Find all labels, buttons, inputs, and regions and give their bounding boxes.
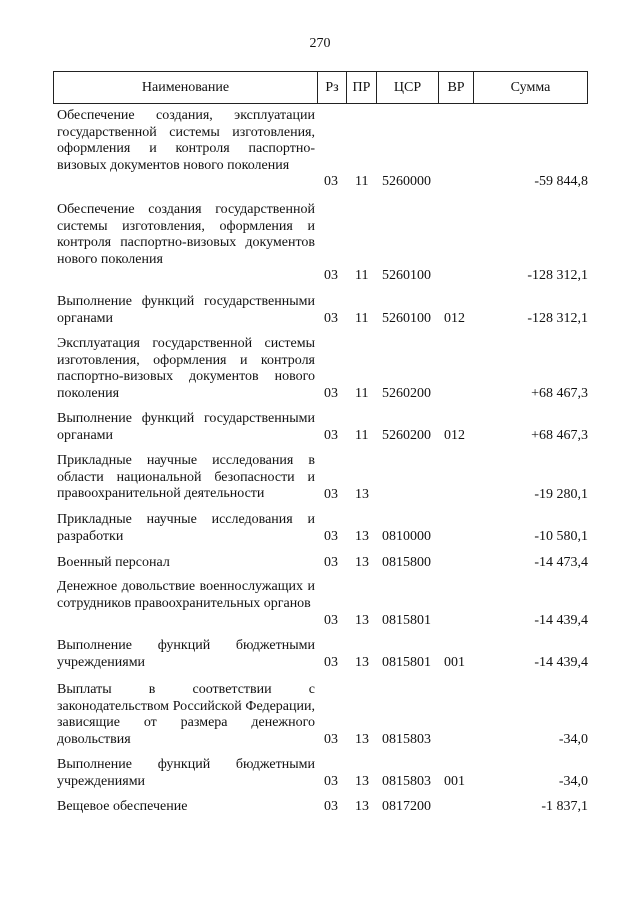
row-sum: -14 439,4 bbox=[534, 613, 588, 628]
row-pr: 11 bbox=[355, 311, 369, 326]
header-name: Наименование bbox=[141, 80, 230, 95]
row-csr: 0815801 bbox=[382, 655, 431, 670]
row-sum: +68 467,3 bbox=[531, 386, 588, 401]
row-csr: 5260200 bbox=[382, 428, 431, 443]
row-sum: -14 473,4 bbox=[534, 555, 588, 570]
row-rz: 03 bbox=[324, 613, 338, 628]
page-number: 270 bbox=[309, 36, 331, 51]
row-csr: 5260100 bbox=[382, 268, 431, 283]
table-header bbox=[53, 71, 588, 104]
row-pr: 11 bbox=[355, 386, 369, 401]
row-rz: 03 bbox=[324, 386, 338, 401]
row-name: Выполнение функций бюджетными учреждениями bbox=[57, 757, 315, 789]
row-vr: 001 bbox=[444, 774, 465, 789]
row-name: Прикладные научные исследования и разработки bbox=[57, 512, 315, 544]
row-sum: -1 837,1 bbox=[541, 799, 588, 814]
row-name: Обеспечение создания, эксплуатации государственной системы изготовления, оформления и контроля паспортно-визовых документов нового поколения bbox=[57, 108, 315, 173]
row-pr: 11 bbox=[355, 428, 369, 443]
row-sum: -59 844,8 bbox=[534, 174, 588, 189]
header-sum: Сумма bbox=[473, 72, 587, 103]
row-csr: 5260000 bbox=[382, 174, 431, 189]
row-pr: 13 bbox=[355, 732, 369, 747]
row-pr: 13 bbox=[355, 555, 369, 570]
row-csr: 0815800 bbox=[382, 555, 431, 570]
row-name: Выполнение функций государственными органами bbox=[57, 411, 315, 443]
row-name: Выплаты в соответствии с законодательством Российской Федерации, зависящие от размера денежного довольствия bbox=[57, 682, 315, 747]
row-name: Выполнение функций бюджетными учреждениями bbox=[57, 638, 315, 670]
row-pr: 13 bbox=[355, 799, 369, 814]
row-name: Выполнение функций государственными органами bbox=[57, 294, 315, 326]
row-name: Вещевое обеспечение bbox=[57, 799, 188, 814]
row-name: Военный персонал bbox=[57, 555, 170, 570]
row-csr: 0810000 bbox=[382, 529, 431, 544]
row-vr: 001 bbox=[444, 655, 465, 670]
row-rz: 03 bbox=[324, 268, 338, 283]
row-rz: 03 bbox=[324, 555, 338, 570]
row-pr: 13 bbox=[355, 613, 369, 628]
row-rz: 03 bbox=[324, 774, 338, 789]
row-csr: 0815803 bbox=[382, 732, 431, 747]
row-name: Эксплуатация государственной системы изготовления, оформления и контроля паспортно-визовых документов нового поколения bbox=[57, 336, 315, 401]
row-csr: 5260100 bbox=[382, 311, 431, 326]
row-rz: 03 bbox=[324, 428, 338, 443]
header-pr: ПР bbox=[346, 72, 376, 103]
row-pr: 11 bbox=[355, 268, 369, 283]
row-rz: 03 bbox=[324, 732, 338, 747]
row-sum: -34,0 bbox=[558, 732, 588, 747]
row-name: Денежное довольствие военнослужащих и сотрудников правоохранительных органов bbox=[57, 579, 315, 611]
row-sum: -34,0 bbox=[558, 774, 588, 789]
row-vr: 012 bbox=[444, 428, 465, 443]
row-rz: 03 bbox=[324, 487, 338, 502]
row-sum: -128 312,1 bbox=[527, 311, 588, 326]
header-csr: ЦСР bbox=[376, 72, 438, 103]
row-rz: 03 bbox=[324, 799, 338, 814]
row-csr: 5260200 bbox=[382, 386, 431, 401]
row-csr: 0815803 bbox=[382, 774, 431, 789]
row-sum: -10 580,1 bbox=[534, 529, 588, 544]
row-name: Прикладные научные исследования в области национальной безопасности и правоохранительной деятельности bbox=[57, 453, 315, 501]
row-sum: -128 312,1 bbox=[527, 268, 588, 283]
row-rz: 03 bbox=[324, 529, 338, 544]
row-rz: 03 bbox=[324, 174, 338, 189]
row-name: Обеспечение создания государственной системы изготовления, оформления и контроля паспортно-визовых документов нового поколения bbox=[57, 202, 315, 267]
row-pr: 11 bbox=[355, 174, 369, 189]
row-csr: 0815801 bbox=[382, 613, 431, 628]
row-pr: 13 bbox=[355, 655, 369, 670]
row-pr: 13 bbox=[355, 774, 369, 789]
row-sum: -14 439,4 bbox=[534, 655, 588, 670]
row-sum: -19 280,1 bbox=[534, 487, 588, 502]
row-vr: 012 bbox=[444, 311, 465, 326]
row-rz: 03 bbox=[324, 311, 338, 326]
header-vr: ВР bbox=[438, 72, 473, 103]
row-pr: 13 bbox=[355, 487, 369, 502]
row-rz: 03 bbox=[324, 655, 338, 670]
row-sum: +68 467,3 bbox=[531, 428, 588, 443]
header-rz: Рз bbox=[317, 72, 346, 103]
row-csr: 0817200 bbox=[382, 799, 431, 814]
row-pr: 13 bbox=[355, 529, 369, 544]
